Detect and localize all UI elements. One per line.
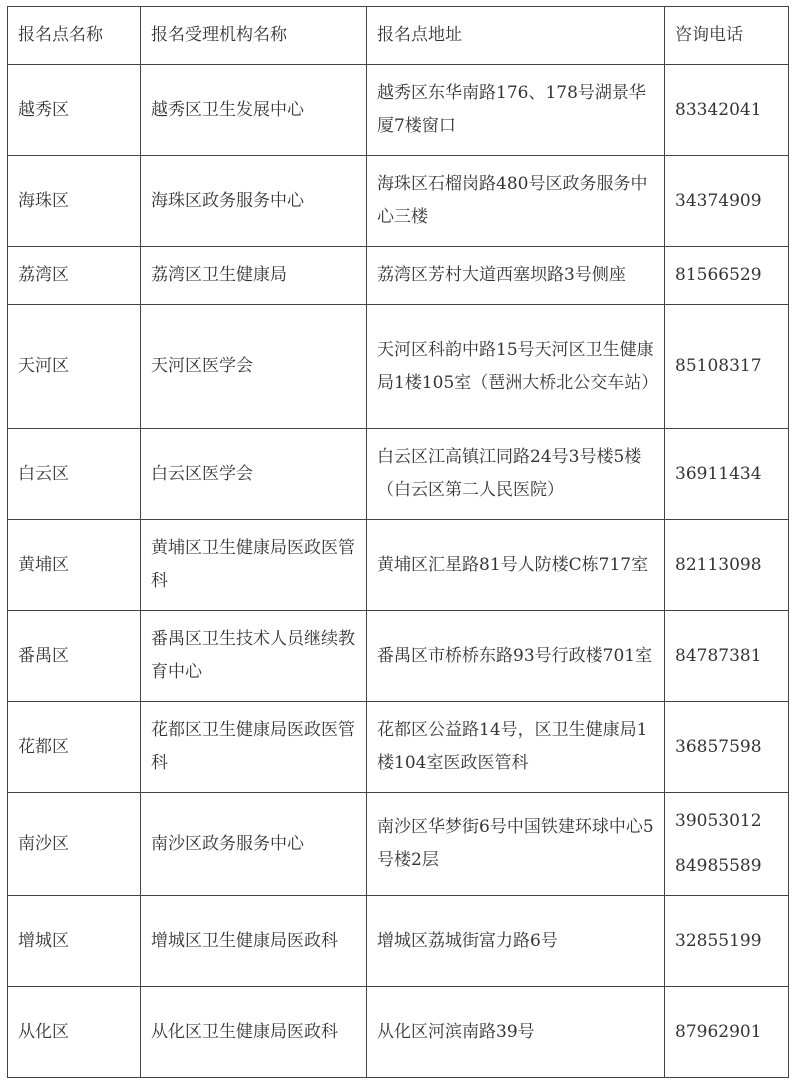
table-body <box>8 65 789 1078</box>
phone-number: 39053012 <box>675 811 762 831</box>
cell-phone <box>665 793 789 896</box>
cell-agency: 白云区医学会 <box>141 429 367 520</box>
cell-site: 花都区 <box>8 702 141 793</box>
cell-agency: 天河区医学会 <box>141 305 367 429</box>
cell-agency: 越秀区卫生发展中心 <box>141 65 367 156</box>
table-row <box>8 247 789 305</box>
table-row <box>8 987 789 1078</box>
table-row <box>8 793 789 896</box>
phone-number: 87962901 <box>675 1021 762 1042</box>
cell-address: 南沙区华梦街6号中国铁建环球中心5号楼2层 <box>367 793 665 896</box>
cell-agency: 南沙区政务服务中心 <box>141 793 367 896</box>
table-row <box>8 429 789 520</box>
cell-phone <box>665 429 789 520</box>
cell-agency: 花都区卫生健康局医政医管科 <box>141 702 367 793</box>
cell-phone <box>665 896 789 987</box>
phone-number: 36911434 <box>675 463 762 484</box>
phone-number: 83342041 <box>675 99 762 120</box>
phone-number: 34374909 <box>675 190 762 211</box>
cell-address: 白云区江高镇江同路24号3号楼5楼（白云区第二人民医院） <box>367 429 665 520</box>
cell-phone <box>665 156 789 247</box>
cell-phone <box>665 702 789 793</box>
cell-address: 海珠区石榴岗路480号区政务服务中心三楼 <box>367 156 665 247</box>
phone-number: 84985589 <box>675 856 762 876</box>
cell-site: 天河区 <box>8 305 141 429</box>
cell-address: 增城区荔城街富力路6号 <box>367 896 665 987</box>
cell-site: 荔湾区 <box>8 247 141 305</box>
cell-address: 番禺区市桥桥东路93号行政楼701室 <box>367 611 665 702</box>
cell-address: 荔湾区芳村大道西塞坝路3号侧座 <box>367 247 665 305</box>
cell-site: 海珠区 <box>8 156 141 247</box>
registration-table <box>7 6 789 1078</box>
cell-agency: 增城区卫生健康局医政科 <box>141 896 367 987</box>
cell-address: 天河区科韵中路15号天河区卫生健康局1楼105室（琶洲大桥北公交车站） <box>367 305 665 429</box>
cell-agency: 番禺区卫生技术人员继续教育中心 <box>141 611 367 702</box>
cell-phone <box>665 65 789 156</box>
table-row <box>8 305 789 429</box>
cell-site: 白云区 <box>8 429 141 520</box>
cell-agency: 黄埔区卫生健康局医政医管科 <box>141 520 367 611</box>
table-row <box>8 611 789 702</box>
cell-phone <box>665 987 789 1078</box>
cell-address: 越秀区东华南路176、178号湖景华厦7楼窗口 <box>367 65 665 156</box>
header-row <box>8 7 789 65</box>
cell-agency: 海珠区政务服务中心 <box>141 156 367 247</box>
table-row <box>8 702 789 793</box>
table-row <box>8 156 789 247</box>
cell-address: 花都区公益路14号，区卫生健康局1楼104室医政医管科 <box>367 702 665 793</box>
cell-site: 南沙区 <box>8 793 141 896</box>
cell-agency: 荔湾区卫生健康局 <box>141 247 367 305</box>
cell-agency: 从化区卫生健康局医政科 <box>141 987 367 1078</box>
header-agency: 报名受理机构名称 <box>141 7 367 65</box>
phone-number: 85108317 <box>675 356 762 376</box>
header-site: 报名点名称 <box>8 7 141 65</box>
phone-number: 32855199 <box>675 930 762 951</box>
phone-number: 84787381 <box>675 645 762 666</box>
table-row <box>8 65 789 156</box>
header-phone: 咨询电话 <box>665 7 789 65</box>
header-address: 报名点地址 <box>367 7 665 65</box>
phone-number: 36857598 <box>675 736 762 757</box>
cell-address: 黄埔区汇星路81号人防楼C栋717室 <box>367 520 665 611</box>
cell-phone <box>665 305 789 429</box>
phone-number: 82113098 <box>675 554 762 575</box>
cell-phone <box>665 611 789 702</box>
cell-address: 从化区河滨南路39号 <box>367 987 665 1078</box>
cell-site: 从化区 <box>8 987 141 1078</box>
table-row <box>8 896 789 987</box>
cell-site: 黄埔区 <box>8 520 141 611</box>
cell-site: 增城区 <box>8 896 141 987</box>
cell-phone <box>665 520 789 611</box>
cell-site: 番禺区 <box>8 611 141 702</box>
table-row <box>8 520 789 611</box>
cell-site: 越秀区 <box>8 65 141 156</box>
phone-number: 81566529 <box>675 265 762 285</box>
cell-phone <box>665 247 789 305</box>
